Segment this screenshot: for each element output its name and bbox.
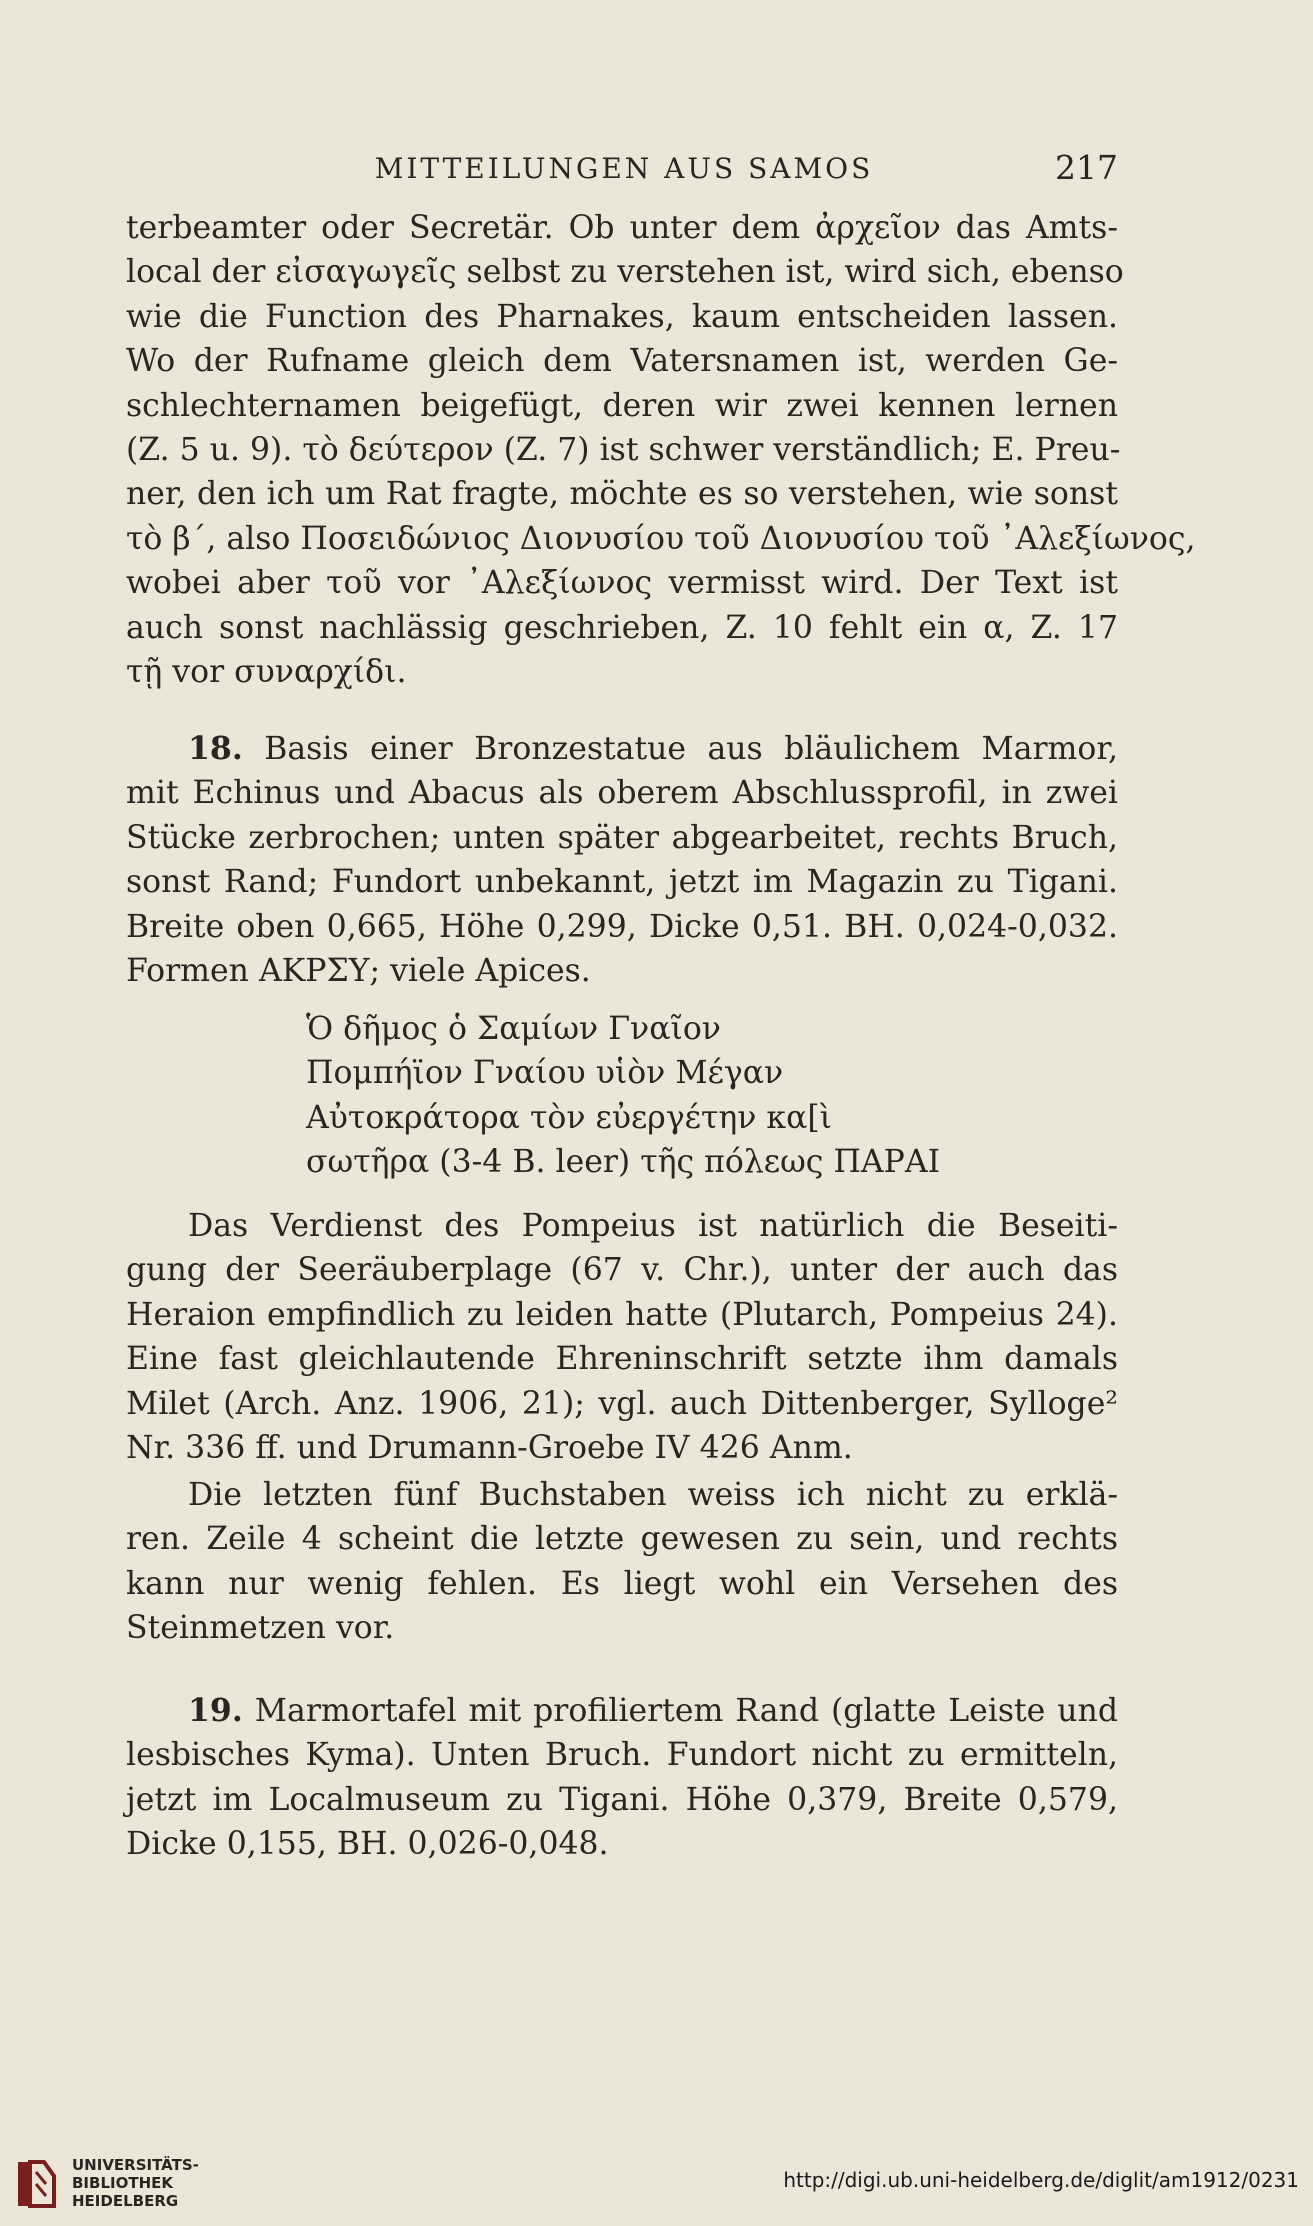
- logo-line: HEIDELBERG: [72, 2192, 179, 2210]
- text-line: Eine fast gleichlautende Ehreninschrift setzte ihm damals: [126, 1341, 1118, 1378]
- source-url-link[interactable]: http://digi.ub.uni-heidelberg.de/diglit/am1912/0231: [783, 2168, 1299, 2192]
- section-19: [126, 1689, 1118, 1867]
- inscription-line: σωτῆρα (3-4 B. leer) τῆς πόλεως ΠΑΡΑΙ: [306, 1144, 941, 1181]
- logo-line: UNIVERSITÄTS-: [72, 2156, 199, 2174]
- text-line: wie die Function des Pharnakes, kaum entscheiden lassen.: [126, 298, 1118, 335]
- text-line: auch sonst nachlässig geschrieben, Z. 10 fehlt ein α, Z. 17: [126, 609, 1118, 646]
- paragraph-1: [126, 206, 1196, 694]
- text-line: (Z. 5 u. 9). τὸ δεύτερον (Z. 7) ist schwer verständlich; E. Preu-: [126, 431, 1121, 468]
- section-text: Basis einer Bronzestatue aus bläulichem Marmor,: [242, 731, 1118, 767]
- inscription-line: Ὁ δῆμος ὁ Σαμίων Γναῖον: [306, 1011, 721, 1047]
- inscription: [306, 1007, 1006, 1185]
- text-line: ner, den ich um Rat fragte, möchte es so verstehen, wie sonst: [126, 476, 1118, 513]
- text-line: [126, 1689, 1118, 1733]
- page-number: 217: [1055, 148, 1118, 187]
- text-line: schlechternamen beigefügt, deren wir zwei kennen lernen: [126, 387, 1118, 424]
- running-title: MITTEILUNGEN AUS SAMOS: [374, 152, 874, 185]
- text-line: Die letzten fünf Buchstaben weiss ich nicht zu erklä-: [188, 1477, 1118, 1513]
- text-line: ren. Zeile 4 scheint die letzte gewesen zu sein, und rechts: [126, 1521, 1118, 1558]
- text-line: jetzt im Localmuseum zu Tigani. Höhe 0,379, Breite 0,579,: [126, 1781, 1118, 1818]
- section-18: [126, 727, 1118, 993]
- text-line: Nr. 336 ff. und Drumann-Groebe IV 426 Anm.: [126, 1429, 853, 1466]
- page-footer: [0, 2140, 1313, 2226]
- text-line: mit Echinus und Abacus als oberem Abschlussprofil, in zwei: [126, 775, 1118, 812]
- text-line: kann nur wenig fehlen. Es liegt wohl ein Versehen des: [126, 1565, 1118, 1602]
- text-line: τῇ vor συναρχίδι.: [126, 653, 407, 690]
- section-number: 18.: [188, 730, 243, 767]
- text-line: τὸ β΄, also Ποσειδώνιος Διονυσίου τοῦ Διονυσίου τοῦ ᾿Αλεξίωνος,: [126, 520, 1196, 557]
- text-line: sonst Rand; Fundort unbekannt, jetzt im Magazin zu Tigani.: [126, 864, 1118, 901]
- text-line: Breite oben 0,665, Höhe 0,299, Dicke 0,51. BH. 0,024-0,032.: [126, 908, 1118, 945]
- inscription-line: Πομπήϊον Γναίου υἱὸν Μέγαν: [306, 1055, 784, 1092]
- text-line: gung der Seeräuberplage (67 v. Chr.), unter der auch das: [126, 1252, 1118, 1289]
- inscription-line: Αὐτοκράτορα τὸν εὐεργέτην κα[ὶ: [306, 1099, 833, 1136]
- library-logo-text: [72, 2156, 199, 2210]
- section-number: 19.: [188, 1692, 243, 1729]
- library-logo-icon: [14, 2156, 58, 2212]
- text-line: Wo der Rufname gleich dem Vatersnamen ist, werden Ge-: [126, 343, 1118, 380]
- text-line: Milet (Arch. Anz. 1906, 21); vgl. auch Dittenberger, Sylloge²: [126, 1385, 1118, 1422]
- text-line: [126, 727, 1118, 771]
- paragraph-2: [126, 1204, 1118, 1470]
- text-line: wobei aber τοῦ vor ᾿Αλεξίωνος vermisst wird. Der Text ist: [126, 565, 1118, 602]
- text-line: Formen ΑΚΡΣΥ; viele Apices.: [126, 952, 591, 989]
- text-line: Steinmetzen vor.: [126, 1610, 395, 1647]
- text-line: local der εἰσαγωγεῖς selbst zu verstehen ist, wird sich, ebenso: [126, 254, 1124, 291]
- logo-line: BIBLIOTHEK: [72, 2174, 173, 2192]
- text-line: Dicke 0,155, BH. 0,026-0,048.: [126, 1826, 609, 1863]
- text-line: Heraion empfindlich zu leiden hatte (Plutarch, Pompeius 24).: [126, 1296, 1118, 1333]
- page-header: [124, 148, 1124, 192]
- text-line: lesbisches Kyma). Unten Bruch. Fundort nicht zu ermitteln,: [126, 1737, 1118, 1774]
- paragraph-3: [126, 1473, 1118, 1651]
- text-line: Stücke zerbrochen; unten später abgearbeitet, rechts Bruch,: [126, 819, 1118, 856]
- text-line: Das Verdienst des Pompeius ist natürlich die Beseiti-: [188, 1208, 1118, 1244]
- section-text: Marmortafel mit profiliertem Rand (glatte Leiste und: [242, 1693, 1118, 1729]
- text-line: terbeamter oder Secretär. Ob unter dem ἀρχεῖον das Amts-: [126, 210, 1118, 246]
